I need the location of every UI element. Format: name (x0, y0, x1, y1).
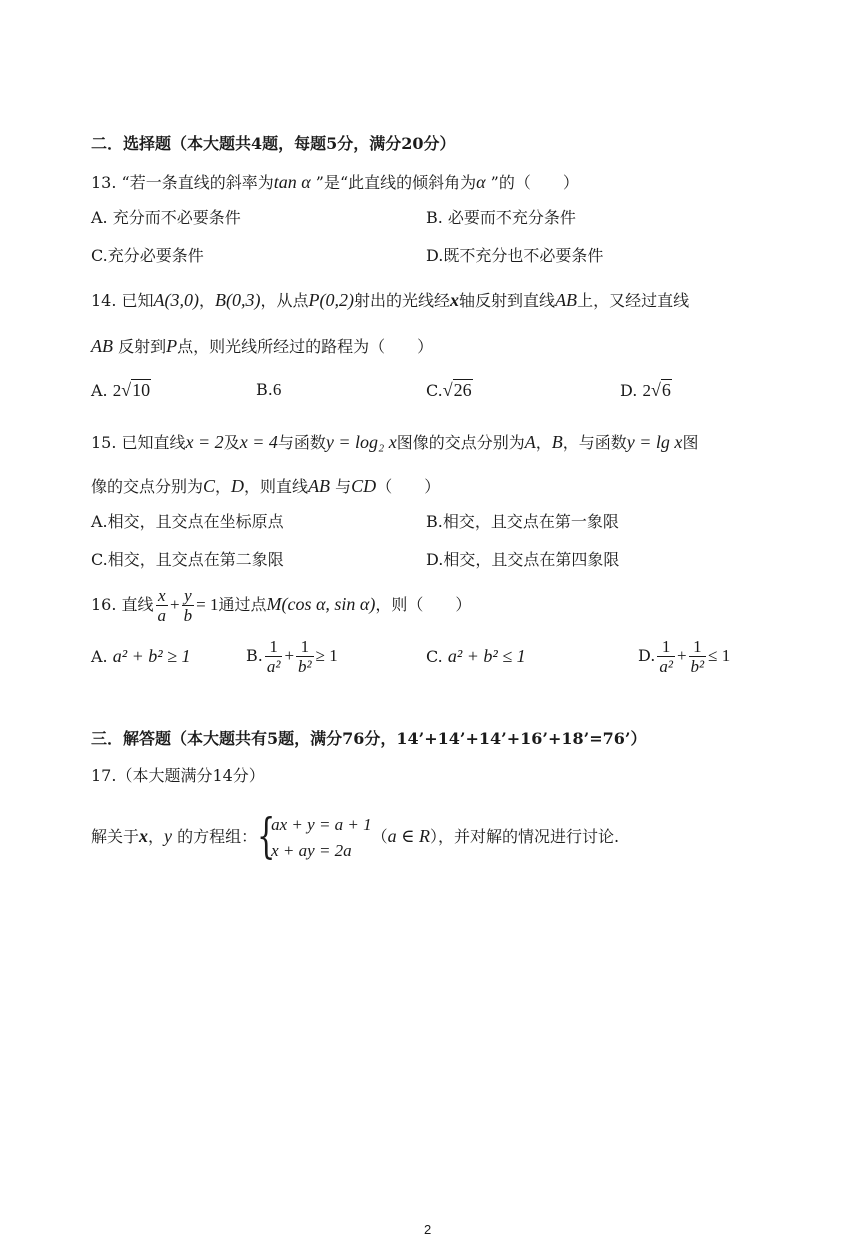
q16-option-d-frac-b (689, 637, 707, 676)
q13-text-3: ”的（ ） (485, 173, 579, 192)
q17-text-4: （ (371, 827, 388, 846)
q17-text-1: 解关于 (91, 827, 140, 846)
q15-option-c: C.相交，且交点在第二象限 (91, 550, 284, 569)
q15-line-x2: x = 2 (185, 432, 224, 452)
q16-option-d-den-a2: a² (659, 657, 673, 676)
q15-text-5: ， (535, 433, 552, 452)
q14-text-6: 上，又经过直线 (577, 291, 690, 310)
q14-point-a: A(3,0) (153, 290, 200, 310)
q17-text-3: 的方程组： (177, 827, 258, 846)
q14-ab-2: AB (91, 336, 113, 356)
q14-point-b: B(0,3) (215, 290, 261, 310)
q17-var-x: x (139, 826, 149, 846)
q14-text-5: 轴反射到直线 (459, 291, 556, 310)
q15-text-2: 及 (223, 433, 240, 452)
q14-text-3: ，从点 (260, 291, 309, 310)
q14-option-d-radicand: 6 (661, 380, 671, 400)
question-13-stem (91, 172, 579, 193)
q16-option-d-relation: ≤ 1 (708, 646, 731, 665)
q16-option-c-label: C. (426, 647, 443, 666)
q16-option-b-relation: ≥ 1 (315, 646, 338, 665)
q14-x: x (450, 290, 460, 310)
q16-text-3: ，则（ ） (375, 595, 472, 614)
q13-option-d: D.既不充分也不必要条件 (426, 246, 604, 265)
q15-text-9: ， (215, 477, 232, 496)
q16-option-a-label: A. (91, 647, 108, 666)
q14-option-a-coef: 2 (112, 381, 122, 400)
q16-option-d-plus: + (676, 646, 687, 665)
q14-option-b-label: B. (256, 380, 273, 399)
q14-option-c-radicand: 26 (453, 380, 472, 400)
q16-denominator-a: a (157, 606, 167, 625)
q17-text-2: ， (148, 827, 165, 846)
section-2-heading: 二．选择题（本大题共4题，每题5分，满分20分） (91, 134, 456, 153)
question-17-title: 17.（本大题满分14分） (91, 766, 265, 785)
q16-numerator-y: y (182, 586, 195, 606)
q17-condition: a ∈ R (387, 826, 430, 846)
q13-tan-alpha: tan α (273, 172, 311, 192)
q15-point-a: A (524, 432, 536, 452)
q14-ab: AB (555, 290, 578, 310)
q16-option-a-expr: a² + b² ≥ 1 (112, 646, 191, 666)
q16-option-d-num-2: 1 (689, 637, 707, 657)
q13-alpha: α (476, 172, 486, 192)
q14-option-c-sqrt: √26 (442, 380, 472, 400)
q14-text-2: ， (199, 291, 216, 310)
q17-equation-1: ax + y = a + 1 (271, 814, 372, 834)
q16-option-d-frac-a (657, 637, 675, 676)
page-number: 2 (424, 1222, 432, 1237)
q14-option-a (91, 380, 151, 401)
q14-p-2: P (166, 336, 178, 356)
q16-denominator-b: b (183, 606, 193, 625)
q13-option-a: A. 充分而不必要条件 (91, 208, 241, 227)
q13-option-b: B. 必要而不充分条件 (426, 208, 576, 227)
q16-option-b (246, 636, 338, 676)
q13-option-c: C.充分必要条件 (91, 246, 204, 265)
q15-line-x4: x = 4 (239, 432, 278, 452)
q14-option-a-sqrt: √10 (121, 380, 151, 400)
q16-option-d-den-b2: b² (690, 657, 705, 676)
q15-option-d: D.相交，且交点在第四象限 (426, 550, 620, 569)
question-15-stem-line2 (91, 476, 440, 497)
q14-option-d (620, 380, 672, 401)
question-16-stem (91, 584, 471, 625)
q15-text-4: 图像的交点分别为 (396, 433, 525, 452)
q16-option-b-frac-b (296, 637, 314, 676)
q16-equals-one: = 1 (196, 595, 219, 614)
q14-option-b-value: 6 (272, 380, 282, 399)
q14-text-4: 射出的光线经 (354, 291, 451, 310)
q14-option-c (426, 380, 473, 401)
q14-option-d-coef: 2 (642, 381, 651, 400)
q17-equation-system (257, 807, 372, 864)
q16-text-1: 16. 直线 (91, 595, 154, 614)
q16-numerator-x: x (156, 586, 169, 606)
q16-option-d (638, 636, 730, 676)
q15-point-b: B (551, 432, 563, 452)
question-17-stem (91, 807, 620, 864)
q16-fraction-y-over-b (182, 586, 195, 625)
q16-option-b-frac-a (265, 637, 283, 676)
q15-text-11: 与 (335, 477, 352, 496)
q17-var-y: y (164, 826, 173, 846)
q15-text-12: （ ） (376, 477, 441, 496)
q16-option-b-plus: + (284, 646, 295, 665)
q15-function-log2: y = log₂ x (325, 432, 397, 452)
q16-option-b-den-b2: b² (298, 657, 312, 676)
q14-option-a-label: A. (91, 381, 108, 400)
q13-text-1: 13. “若一条直线的斜率为 (91, 173, 274, 192)
q14-option-a-radicand: 10 (132, 380, 151, 400)
q17-equation-2: x + ay = 2a (271, 840, 352, 860)
q15-text-7: 图 (682, 433, 699, 452)
question-14-stem-line2 (91, 336, 433, 357)
q15-text-10: ，则直线 (244, 477, 309, 496)
q16-option-b-label: B. (246, 646, 263, 665)
q15-text-3: 与函数 (277, 433, 326, 452)
q16-fraction-x-over-a (156, 586, 169, 625)
q15-option-a: A.相交，且交点在坐标原点 (91, 512, 284, 531)
q14-option-c-label: C. (426, 381, 443, 400)
q15-line-ab: AB (308, 476, 331, 496)
q15-text-8: 像的交点分别为 (91, 477, 204, 496)
q14-text-7: 反射到 (118, 337, 167, 356)
q15-point-d: D (231, 476, 245, 496)
q15-function-lg: y = lg x (626, 432, 683, 452)
q16-option-a (91, 636, 191, 677)
q16-option-b-num-1: 1 (265, 637, 283, 657)
q14-text-1: 14. 已知 (91, 291, 154, 310)
q15-option-b: B.相交，且交点在第一象限 (426, 512, 619, 531)
section-3-heading: 三．解答题（本大题共有5题，满分76分，14’+14’+14’+16’+18’=76’） (91, 729, 647, 748)
q16-option-d-label: D. (638, 646, 656, 665)
q14-option-b (256, 380, 281, 400)
q16-option-d-num-1: 1 (657, 637, 675, 657)
q15-text-1: 15. 已知直线 (91, 433, 186, 452)
q15-point-c: C (203, 476, 216, 496)
q14-option-d-sqrt: √6 (650, 380, 671, 400)
q16-option-c-expr: a² + b² ≤ 1 (447, 646, 526, 666)
q15-line-cd: CD (351, 476, 377, 496)
q16-plus: + (170, 595, 180, 614)
q14-point-p: P(0,2) (308, 290, 355, 310)
q15-text-6: ，与函数 (562, 433, 627, 452)
q16-option-b-den-a2: a² (266, 657, 281, 676)
q13-text-2: ”是“此直线的倾斜角为 (310, 173, 477, 192)
q16-option-c (426, 636, 526, 677)
question-15-stem-line1 (91, 432, 698, 453)
q17-text-5: ），并对解的情况进行讨论. (430, 827, 620, 846)
q14-option-d-label: D. (620, 381, 638, 400)
q16-option-b-num-2: 1 (296, 637, 314, 657)
q17-left-brace-icon: { (257, 807, 276, 864)
question-14-stem-line1 (91, 290, 689, 311)
q14-text-8: 点，则光线所经过的路程为（ ） (177, 337, 434, 356)
q16-text-2: 通过点 (218, 595, 267, 614)
q16-point-m: M(cos α, sin α) (266, 594, 376, 614)
